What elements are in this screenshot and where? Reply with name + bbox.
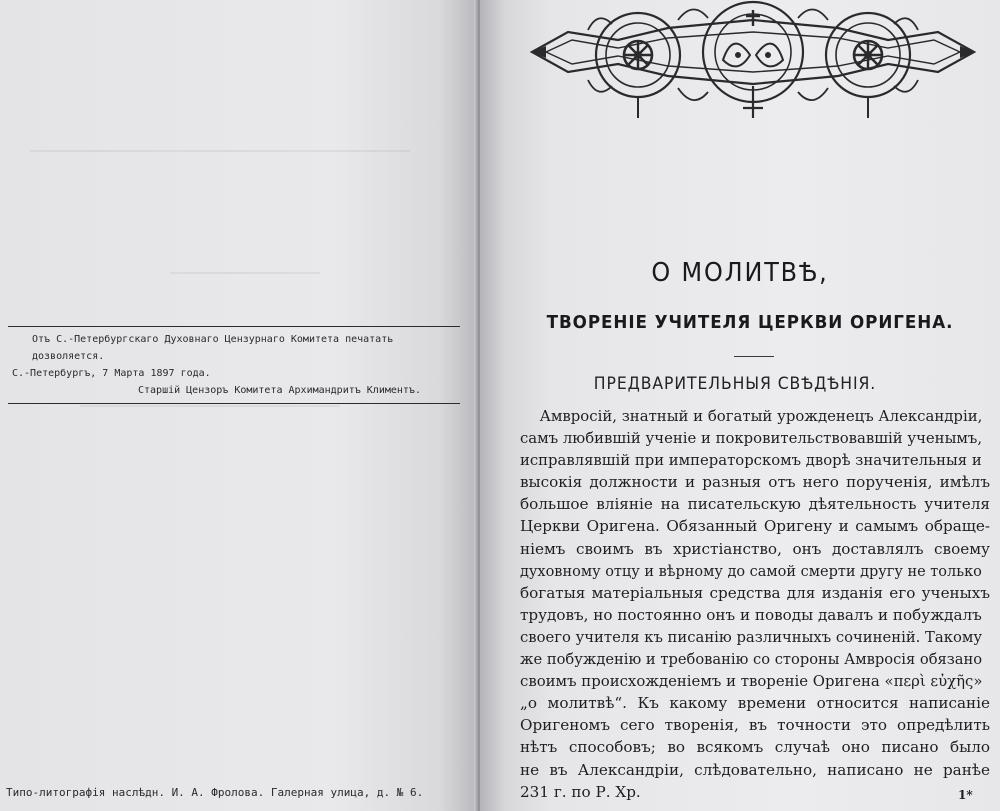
body-line: Церкви Оригена. Обязанный Оригену и самымъ обраще-: [520, 517, 990, 536]
body-line: своего учителя къ писанію различныхъ сочиненій. Такому: [520, 627, 983, 646]
title-divider: [734, 356, 774, 357]
body-line: не въ Александріи, слѣдовательно, написано не ранѣе: [520, 760, 990, 779]
page-title: О МОЛИТВѢ,: [651, 258, 829, 288]
show-through-line: [170, 272, 320, 274]
body-line: ніемъ своимъ въ христіанство, онъ доставлялъ своему: [520, 539, 990, 558]
censor-signature-line: Старшій Цензоръ Комитета Архимандритъ Климентъ.: [138, 385, 421, 396]
ornamental-headpiece: [528, 0, 978, 125]
body-line: высокія должности и разныя отъ него порученія, имѣлъ: [520, 473, 990, 492]
body-text: [520, 405, 990, 803]
censor-note: [8, 326, 460, 404]
page-signature: 1*: [958, 788, 973, 802]
body-line: Амвросій, знатный и богатый урожденецъ Александріи,: [539, 407, 983, 425]
body-line: трудовъ, но постоянно онъ и поводы давалъ и побуждалъ: [520, 605, 982, 624]
body-line: богатыя матеріальныя средства для изданія его ученыхъ: [520, 583, 990, 602]
censor-date-line: С.-Петербургъ, 7 Марта 1897 года.: [12, 368, 211, 379]
body-line: своимъ происхожденіемъ и твореніе Оригена «περὶ εὐχῆς»: [520, 672, 983, 691]
body-line: нѣтъ способовъ; во всякомъ случаѣ оно писано было: [520, 738, 990, 757]
section-heading: ПРЕДВАРИТЕЛЬНЫЯ СВѢДѢНІЯ.: [593, 374, 877, 394]
body-line: большое вліяніе на писательскую дѣятельность учителя: [520, 495, 990, 514]
show-through-line: [30, 150, 410, 152]
body-line: „о молитвѣ“. Къ какому времени относится написаніе: [520, 694, 990, 713]
body-line: духовному отцу и вѣрному до самой смерти другу не только: [520, 561, 982, 580]
show-through-line: [80, 405, 340, 407]
body-line: самъ любившій ученіе и покровительствовавшій ученымъ,: [520, 429, 983, 448]
left-page: [0, 0, 478, 811]
page-subtitle: ТВОРЕНІЕ УЧИТЕЛЯ ЦЕРКВИ ОРИГЕНА.: [546, 312, 954, 333]
body-line: исправлявшій при императорскомъ дворѣ значительныя и: [520, 451, 982, 470]
printer-imprint: Типо-литографія наслѣдн. И. А. Фролова. Галерная улица, д. № 6.: [6, 786, 424, 799]
censor-permission-line: Отъ С.-Петербургскаго Духовнаго Цензурнаго Комитета печатать дозволяется.: [32, 334, 394, 362]
body-line: же побужденію и требованію со стороны Амвросія обязано: [520, 650, 983, 669]
body-line: Оригеномъ сего творенія, въ точности это опредѣлить: [520, 716, 990, 735]
body-line: 231 г. по Р. Хр.: [520, 782, 641, 801]
